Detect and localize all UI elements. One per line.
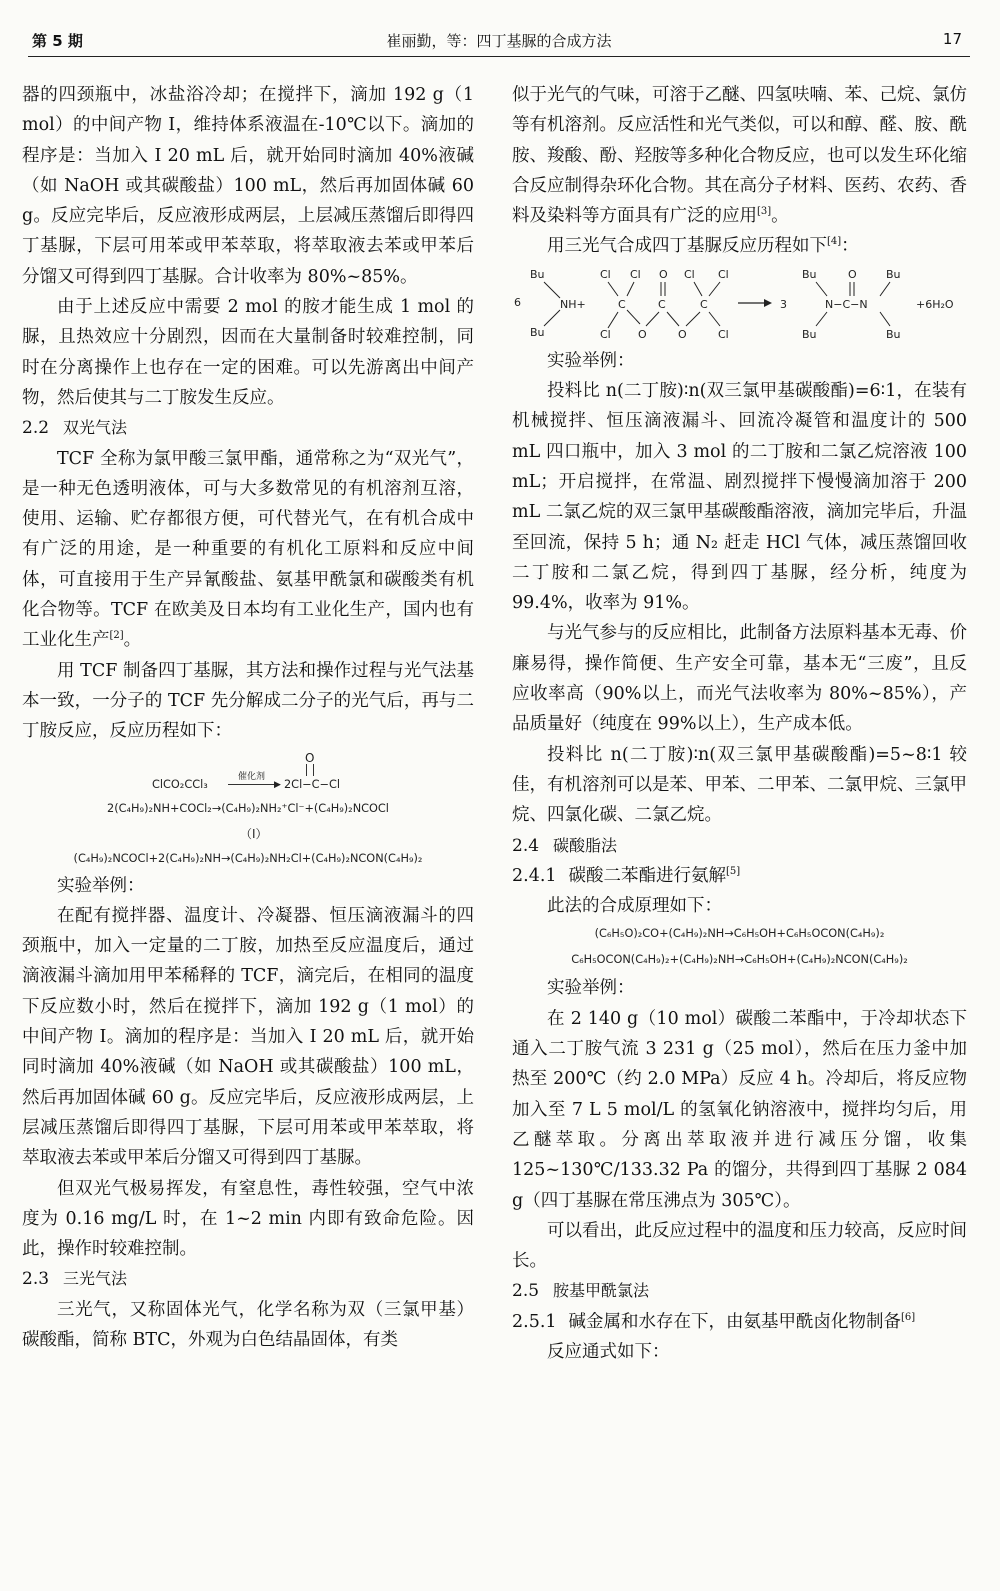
bond-line: [627, 310, 640, 324]
scheme-bu: Bu: [802, 327, 817, 341]
scheme-o: O: [678, 327, 687, 341]
bond-line: [816, 312, 827, 326]
equation-5: C₆H₅OCON(C₄H₉)₂+(C₄H₉)₂NH→C₆H₅OH+(C₄H₉)₂NCON(C₄H₉)₂: [571, 953, 908, 967]
bond-line: [816, 282, 827, 296]
section-title: 胺基甲酰氯法: [553, 1281, 650, 1301]
scheme-cl: Cl: [600, 327, 611, 341]
arrow-head: ▶: [274, 779, 281, 790]
scheme-c: C: [658, 297, 666, 311]
subsection-heading-2-4-1: [512, 861, 967, 891]
bond-line: [608, 282, 618, 296]
paragraph-end: ：: [841, 236, 859, 257]
paragraph: [512, 231, 967, 261]
scheme-nh: NH+: [560, 297, 586, 311]
reaction-scheme-svg: [512, 266, 967, 346]
citation: [5]: [726, 866, 741, 877]
paragraph: 反应通式如下：: [547, 1341, 670, 1362]
bond-line: [686, 312, 700, 326]
left-column: [22, 80, 474, 1355]
bond-line: [694, 282, 702, 296]
paragraph: 实验举例：: [57, 875, 145, 896]
bond-line: [880, 312, 890, 326]
paragraph-text: TCF 全称为氯甲酸三氯甲酯，通常称之为“双光气”，是一种无色透明液体，可与大多数常见的有机溶剂互溶，使用、运输、贮存都很方便，可代替光气，在有机合成中有广泛的用途，是一种重要的有机化工原料和反应中间体，可直接用于生产异氰酸盐、氨基甲酰氯和碳酸类有机化合物等。TCF 在欧美及日本均有工业化生产，国内也有工业化生产: [22, 448, 474, 651]
reaction-arrow: [228, 784, 280, 785]
equation-double-bond: [306, 764, 314, 776]
section-heading-2-2: [22, 413, 474, 443]
section-number: 2.2: [22, 418, 50, 439]
scheme-bu: Bu: [886, 267, 901, 281]
running-title: 崔丽勤，等：四丁基脲的合成方法: [386, 32, 612, 50]
paragraph: 与光气参与的反应相比，此制备方法原料基本无毒、价廉易得，操作简便、生产安全可靠，基本无“三废”，且反应收率高（90%以上，而光气法收率为 80%~85%），产品质量好（纯度在 99%以上），生产成本低。: [512, 623, 967, 735]
citation: [2]: [109, 630, 124, 642]
triphosgene-reaction-scheme: [512, 266, 967, 346]
scheme-bu: Bu: [886, 327, 901, 341]
citation: [4]: [827, 236, 842, 248]
paragraph: 实验举例：: [547, 350, 635, 371]
paragraph-end: 。: [771, 206, 789, 227]
section-heading-2-5: [512, 1276, 967, 1306]
scheme-bu: Bu: [530, 325, 545, 339]
equation-3: (C₄H₉)₂NCOCl+2(C₄H₉)₂NH→(C₄H₉)₂NH₂Cl+(C₄H₉)₂NCON(C₄H₉)₂: [73, 851, 423, 865]
bond-line: [709, 282, 720, 296]
paragraph: [22, 444, 474, 656]
section-title: 三光气法: [63, 1269, 128, 1289]
page-number: 17: [942, 30, 962, 48]
scheme-o: O: [848, 267, 857, 281]
scheme-c: C: [618, 297, 626, 311]
equation-4: (C₆H₅O)₂CO+(C₄H₉)₂NH→C₆H₅OH+C₆H₅OCON(C₄H₉)₂: [594, 927, 885, 941]
bond-line: [667, 312, 679, 326]
scheme-cl: Cl: [630, 267, 641, 281]
bond-line: [544, 282, 560, 298]
section-heading-2-4: [512, 831, 967, 861]
right-column: [512, 80, 967, 1367]
subsection-title: 碱金属和水存在下，由氨基甲酰卤化物制备: [568, 1311, 902, 1332]
scheme-cl: Cl: [718, 327, 729, 341]
section-title: 双光气法: [63, 418, 128, 438]
equation-o-label: O: [305, 750, 315, 765]
scheme-cl: Cl: [600, 267, 611, 281]
paragraph: 三光气，又称固体光气，化学名称为双（三氯甲基）碳酸酯，简称 BTC，外观为白色结晶固体，有类: [22, 1299, 474, 1350]
paragraph: 但双光气极易挥发，有窒息性，毒性较强，空气中浓度为 0.16 mg/L 时，在 1~2 min 内即有致命危险。因此，操作时较难控制。: [22, 1178, 474, 1260]
scheme-cl: Cl: [684, 267, 695, 281]
equation-2-label: （I）: [240, 826, 268, 841]
paragraph: 用 TCF 制备四丁基脲，其方法和操作过程与光气法基本一致，一分子的 TCF 先分解成二分子的光气后，再与二丁胺反应，反应历程如下：: [22, 660, 474, 742]
paragraph: 投料比 n(二丁胺)∶n(双三氯甲基碳酸酯)=5~8∶1 较佳，有机溶剂可以是苯、甲苯、二甲苯、二氯甲烷、三氯甲烷、四氯化碳、二氯乙烷。: [512, 744, 967, 826]
subsection-number: 2.4.1: [512, 865, 557, 886]
section-number: 2.5: [512, 1281, 540, 1302]
issue-number: 第 5 期: [32, 32, 83, 50]
section-number: 2.4: [512, 835, 540, 856]
citation: [6]: [901, 1311, 916, 1323]
citation: [3]: [757, 206, 772, 218]
bond-line: [646, 312, 659, 326]
running-header: [28, 22, 970, 57]
catalyst-label: 催化剂: [238, 771, 266, 782]
paragraph: 实验举例：: [547, 978, 635, 999]
paragraph: 由于上述反应中需要 2 mol 的胺才能生成 1 mol 的脲，且热效应十分剧烈，因而在大量制备时较难控制，同时在分离操作上也存在一定的困难。可以先游离出中间产物，然后使其与二丁胺发生反应。: [22, 297, 474, 408]
subsection-number: 2.5.1: [512, 1311, 557, 1332]
paragraph: 投料比 n(二丁胺)∶n(双三氯甲基碳酸酯)=6∶1，在装有机械搅拌、恒压滴液漏斗、回流冷凝管和温度计的 500 mL 四口瓶中，加入 3 mol 的二丁胺和二氯乙烷溶液 100 mL；开启搅拌，在常温、剧烈搅拌下慢慢滴加溶于 200 mL 二氯乙烷的双三氯甲基碳酸酯溶液，滴加完毕后，升温至回流，保持 5 h；通 N₂ 赶走 HCl 气体，减压蒸馏回收二丁胺和二氯乙烷，得到四丁基脲，经分析，纯度为 99.4%，收率为 91%。: [512, 381, 967, 614]
section-number: 2.3: [22, 1269, 50, 1290]
bond-line: [880, 282, 890, 296]
equation-2: 2(C₄H₉)₂NH+COCl₂→(C₄H₉)₂NH₂⁺Cl⁻+(C₄H₉)₂NCOCl: [107, 801, 389, 815]
bond-line: [608, 312, 618, 328]
paragraph: [512, 80, 967, 231]
paragraph: 可以看出，此反应过程中的温度和压力较高，反应时间长。: [512, 1220, 967, 1272]
paragraph-text: 用三光气合成四丁基脲反应历程如下: [547, 236, 827, 257]
paragraph-end: 。: [123, 630, 142, 651]
scheme-coefficient-6: 6: [514, 295, 521, 309]
bond-line: [709, 312, 720, 326]
scheme-water: +6H₂O: [916, 297, 954, 311]
scheme-bu: Bu: [530, 267, 545, 281]
section-heading-2-3: [22, 1264, 474, 1294]
bond-line: [627, 282, 634, 296]
equation-1-left: ClCO₂CCl₃: [152, 777, 208, 791]
equation-block: [22, 751, 474, 871]
paragraph: 在配有搅拌器、温度计、冷凝器、恒压滴液漏斗的四颈瓶中，加入一定量的二丁胺，加热至反应温度后，通过滴液漏斗滴加用甲苯稀释的 TCF，滴完后，在相同的温度下反应数小时，然后在搅拌下，滴加 192 g（1 mol）的中间产物 I。滴加的程序是：当加入 I 20 mL 后，就开始同时滴加 40%液碱（如 NaOH 或其碳酸盐）100 mL，然后再加固体碱 60 g。反应完毕后，反应液形成两层，上层减压蒸馏后即得四丁基脲，下层可用苯或甲苯萃取，将萃取液去苯或甲苯后分馏又可得到四丁基脲。: [22, 905, 474, 1169]
scheme-o: O: [638, 327, 647, 341]
paragraph: 器的四颈瓶中，冰盐浴冷却；在搅拌下，滴加 192 g（1 mol）的中间产物 I，维持体系液温在-10℃以下。滴加的程序是：当加入 I 20 mL 后，就开始同时滴加 40%液碱（如 NaOH 或其碳酸盐）100 mL，然后再加固体碱 60 g。反应完毕后，反应液形成两层，上层减压蒸馏后即得四丁基脲，下层可用苯或甲苯萃取，将萃取液去苯或甲苯后分馏又可得到四丁基脲。合计收率为 80%~85%。: [22, 85, 474, 287]
paragraph-text: 似于光气的气味，可溶于乙醚、四氢呋喃、苯、己烷、氯仿等有机溶剂。反应活性和光气类似，可以和醇、醛、胺、酰胺、羧酸、酚、羟胺等多种化合物反应，也可以发生环化缩合反应制得杂环化合物。其在高分子材料、医药、农药、香料及染料等方面具有广泛的应用: [512, 85, 967, 227]
arrow-head: [764, 299, 772, 307]
scheme-bu: Bu: [802, 267, 817, 281]
paragraph: 在 2 140 g（10 mol）碳酸二苯酯中，于冷却状态下通入二丁胺气流 3 231 g（25 mol），然后在压力釜中加热至 200℃（约 2.0 MPa）反应 4 h。冷却后，将反应物加入至 7 L 5 mol/L 的氢氧化钠溶液中，搅拌均匀后，用乙醚萃取。分离出萃取液并进行减压分馏，收集 125~130℃/133.32 Pa 的馏分，共得到四丁基脲 2 084 g（四丁基脲在常压沸点为 305℃）。: [512, 1008, 967, 1211]
paragraph: 此法的合成原理如下：: [547, 896, 722, 917]
section-title: 碳酸脂法: [553, 835, 618, 855]
equation-1: [22, 751, 474, 797]
scheme-o: O: [659, 267, 668, 281]
scheme-cl: Cl: [718, 267, 729, 281]
bond-line: [544, 310, 560, 326]
equation-1-right: 2Cl−C−Cl: [284, 777, 341, 791]
subsection-heading-2-5-1: [512, 1307, 967, 1337]
scheme-c: C: [700, 297, 708, 311]
scheme-coefficient-3: 3: [780, 297, 787, 311]
scheme-urea-core: N−C−N: [825, 297, 868, 311]
subsection-title: 碳酸二苯酯进行氨解: [568, 865, 727, 886]
